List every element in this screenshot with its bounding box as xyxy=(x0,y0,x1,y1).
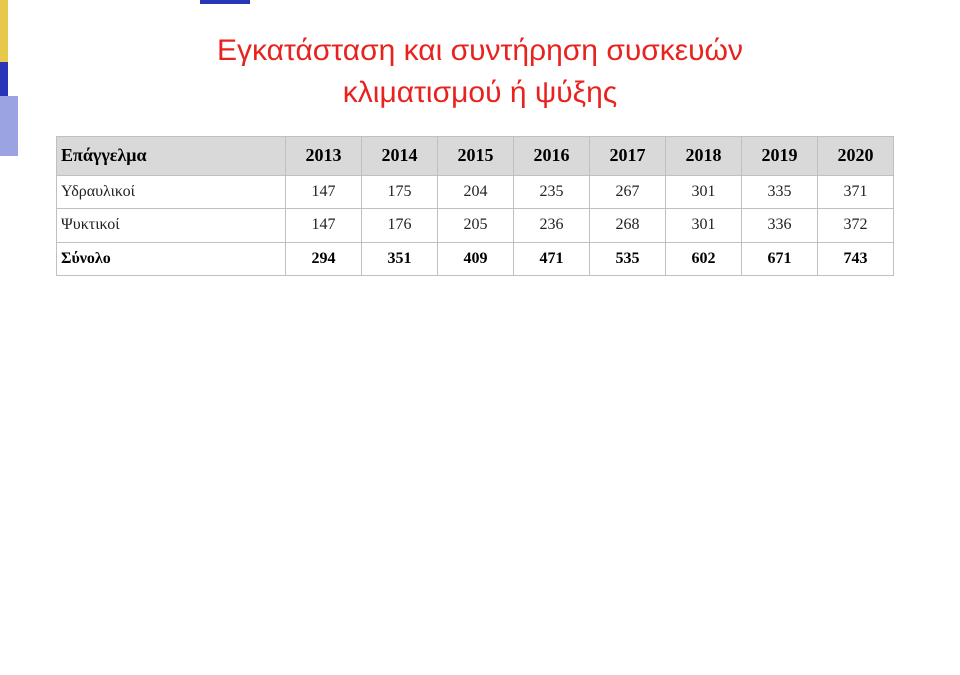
table-header-cell: 2019 xyxy=(742,137,818,176)
decor-bar-yellow xyxy=(0,0,8,62)
table-header-cell: 2014 xyxy=(362,137,438,176)
table-row-total xyxy=(57,242,894,275)
table-cell: 535 xyxy=(590,242,666,275)
table-cell: 147 xyxy=(286,209,362,242)
table-cell: 205 xyxy=(438,209,514,242)
decor-bar-top xyxy=(200,0,250,4)
table-cell: 294 xyxy=(286,242,362,275)
slide-title-line2: κλιματισμού ή ψύξης xyxy=(342,76,618,109)
table-cell: 371 xyxy=(818,175,894,208)
table-cell: 175 xyxy=(362,175,438,208)
table-header-cell: 2018 xyxy=(666,137,742,176)
table-row xyxy=(57,209,894,242)
table-cell: 602 xyxy=(666,242,742,275)
table-cell: 268 xyxy=(590,209,666,242)
table-cell: 671 xyxy=(742,242,818,275)
table-cell: Ψυκτικοί xyxy=(57,209,286,242)
table-cell: 372 xyxy=(818,209,894,242)
table-cell: 301 xyxy=(666,209,742,242)
table-cell: 336 xyxy=(742,209,818,242)
table-cell: 204 xyxy=(438,175,514,208)
table-row xyxy=(57,175,894,208)
table-header-cell: 2013 xyxy=(286,137,362,176)
table-cell: 409 xyxy=(438,242,514,275)
decor-bar-blue xyxy=(0,62,8,96)
table-header-cell: Επάγγελμα xyxy=(57,137,286,176)
table-cell: 335 xyxy=(742,175,818,208)
slide-title xyxy=(130,30,830,114)
table-header-row xyxy=(57,137,894,176)
table-cell: Σύνολο xyxy=(57,242,286,275)
table-cell: 147 xyxy=(286,175,362,208)
table-cell: 471 xyxy=(514,242,590,275)
table-header-cell: 2020 xyxy=(818,137,894,176)
table-cell: 301 xyxy=(666,175,742,208)
table-cell: 743 xyxy=(818,242,894,275)
table-header-cell: 2017 xyxy=(590,137,666,176)
table-cell: Υδραυλικοί xyxy=(57,175,286,208)
table-cell: 235 xyxy=(514,175,590,208)
table-header-cell: 2016 xyxy=(514,137,590,176)
table-cell: 267 xyxy=(590,175,666,208)
table-header-cell: 2015 xyxy=(438,137,514,176)
slide-title-line1: Εγκατάσταση και συντήρηση συσκευών xyxy=(217,34,743,67)
table-cell: 236 xyxy=(514,209,590,242)
decor-bar-lightblue xyxy=(0,96,18,156)
table-cell: 351 xyxy=(362,242,438,275)
table-cell: 176 xyxy=(362,209,438,242)
employment-table xyxy=(56,136,894,276)
